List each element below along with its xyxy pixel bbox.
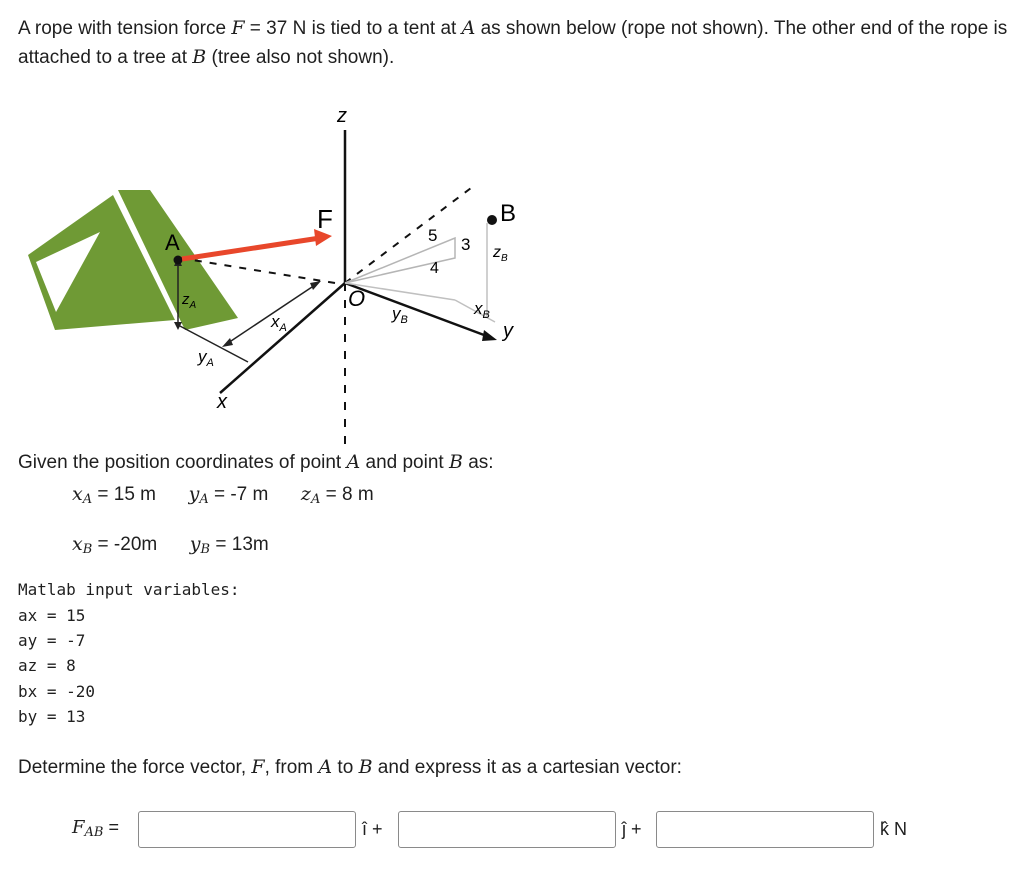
tent-diagram <box>0 95 620 455</box>
force-symbol: F <box>231 17 245 39</box>
force-arrow <box>182 238 320 259</box>
matlab-header: Matlab input variables: <box>18 580 240 599</box>
point-b-symbol: B <box>192 46 207 69</box>
problem-statement: A rope with tension force F = 37 N is tied to a tent at A as shown below (rope not shown). The other end of the rope is attached to a tree at B (tree also not shown). <box>18 17 1008 69</box>
label-f: F <box>317 204 333 234</box>
label-za: $z_A$ <box>182 291 197 311</box>
x-axis <box>220 283 345 393</box>
label-xb: $x_B$ <box>474 299 490 321</box>
triangle-base: 4 <box>430 260 439 277</box>
label-a: A <box>165 230 180 255</box>
label-ya: $y_A$ <box>198 347 214 369</box>
label-o: O <box>348 286 366 311</box>
label-b: B <box>500 200 517 227</box>
matlab-line: bx = -20 <box>18 682 96 701</box>
i-component-input[interactable] <box>138 811 356 848</box>
matlab-line: by = 13 <box>18 707 86 726</box>
tent-shape <box>28 190 238 330</box>
label-z: z <box>337 105 347 127</box>
question-text: Determine the force vector, F, from A to B and express it as a cartesian vector: <box>18 756 682 778</box>
j-unit-label: ĵ + <box>622 819 642 839</box>
matlab-line: az = 8 <box>18 656 76 675</box>
i-unit-label: î + <box>362 819 383 839</box>
label-zb: $z_B$ <box>493 244 508 264</box>
matlab-line: ax = 15 <box>18 606 86 625</box>
label-xa: $x_A$ <box>271 312 287 334</box>
coordinates-a: $x_A = 15$ m $y_A = -7$ m $z_A = 8$ m <box>72 483 374 507</box>
k-component-input[interactable] <box>656 811 874 848</box>
label-y: y <box>503 320 513 342</box>
j-component-input[interactable] <box>398 811 616 848</box>
label-x: x <box>217 391 227 413</box>
triangle-hyp: 5 <box>428 226 438 245</box>
matlab-line: ay = -7 <box>18 631 86 650</box>
answer-label: $F_{AB}$ = <box>72 817 119 840</box>
given-statement: Given the position coordinates of point A and point B as: <box>18 451 494 473</box>
coordinates-b: $x_B = -20m$ $y_B = 13m$ <box>72 533 269 557</box>
k-unit-label: k̂ N <box>880 819 907 839</box>
triangle-side: 3 <box>461 235 471 254</box>
label-yb: $y_B$ <box>392 304 408 326</box>
y-axis <box>345 283 492 338</box>
point-a-symbol: A <box>461 17 476 39</box>
